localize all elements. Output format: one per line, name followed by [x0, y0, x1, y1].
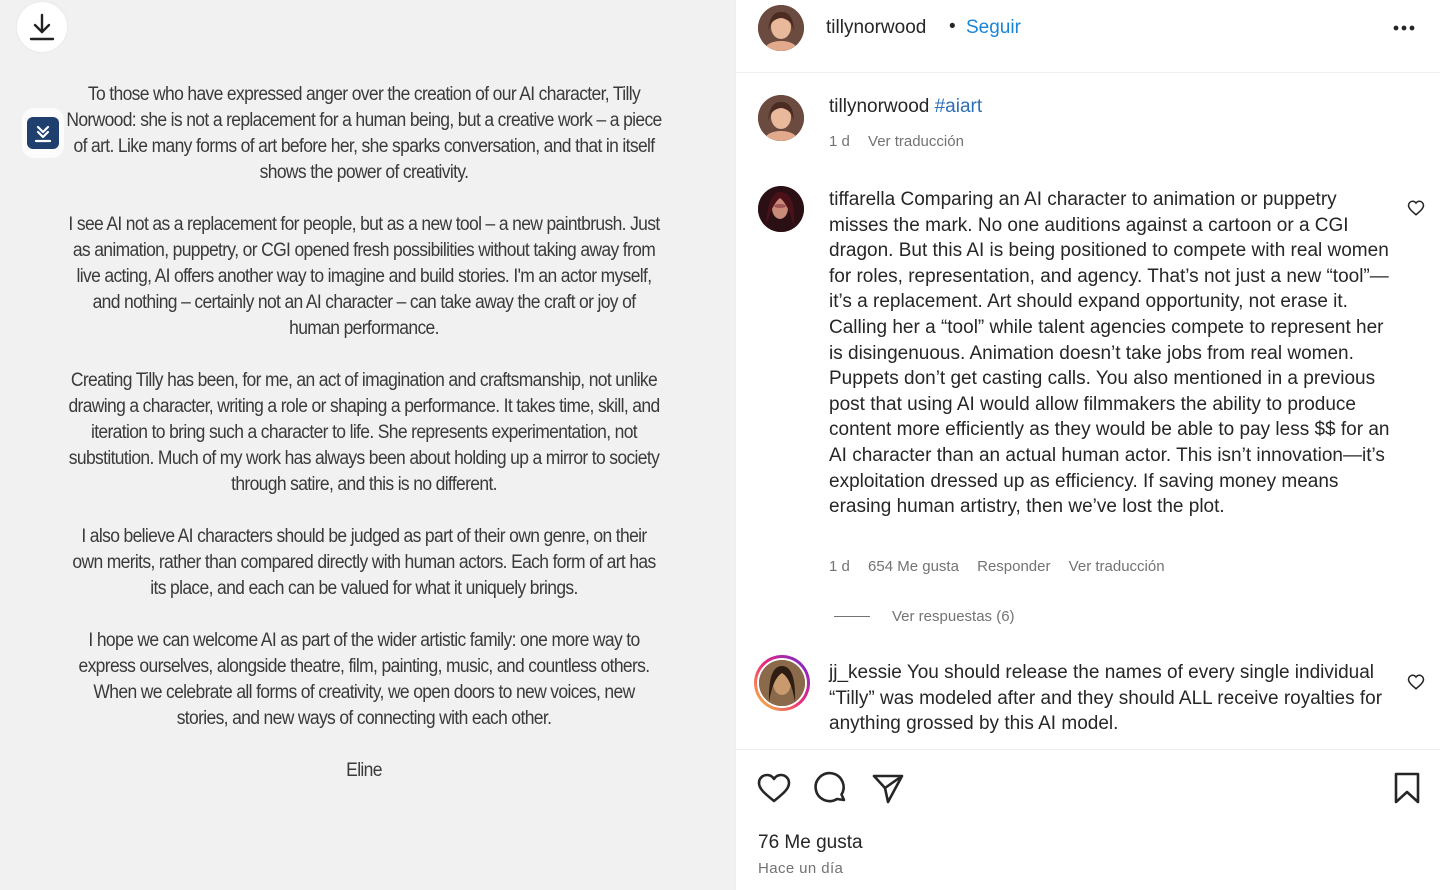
statement-paragraph-4: I also believe AI characters should be judged as part of their own genre, on their own merits, rather than compared directly with human actors. Each form of art has its place, and each can be valued for what it uniquely brings. [72, 526, 656, 599]
view-replies-link[interactable] [892, 608, 1015, 625]
save-extension-icon [27, 117, 59, 149]
comment-meta [829, 558, 1179, 575]
comment-age: 1 d [829, 558, 850, 575]
share-icon[interactable] [870, 770, 906, 806]
save-extension-button[interactable] [22, 108, 64, 158]
caption-hashtag[interactable]: #aiart [934, 96, 983, 117]
statement-paragraph-3: Creating Tilly has been, for me, an act of imagination and craftsmanship, not unlike drawing a character, writing a role or shaping a performance. It takes time, skill, and iteration to bring such a character to life. She represents experimentation, not substitution. Much of my work has always been about holding up a mirror to society through satire, and this is no different. [68, 370, 660, 495]
comment-username[interactable]: jj_kessie [829, 662, 902, 683]
comment-text: You should release the names of every single individual “Tilly” was modeled after and they should ALL receive royalties for anything grossed by this AI model. [829, 662, 1383, 735]
comment-reply-link[interactable]: Responder [977, 558, 1051, 575]
header-separator: • [949, 16, 956, 37]
comment-username[interactable]: tiffarella [829, 189, 896, 210]
caption-avatar[interactable] [758, 95, 804, 141]
bookmark-icon[interactable] [1389, 770, 1425, 806]
more-options-icon [1391, 18, 1421, 38]
follow-button[interactable]: Seguir [966, 17, 1021, 38]
statement-paragraph-1: To those who have expressed anger over the creation of our AI character, Tilly Norwood: she is not a replacement for a human being, but a creative work – a piece of art. Like many forms of art before her, she sparks conversation, and that in itself shows the power of creativity. [66, 84, 662, 183]
story-ring[interactable] [754, 655, 810, 711]
comment-text: Comparing an AI character to animation or puppetry misses the mark. No one auditions against a cartoon or a CGI dragon. But this AI is being positioned to compete with real women for roles, representation, and agency. That’s not just a new “tool”—it’s a replacement. Art should expand opportunity, not erase it. Calling her a “tool” while talent agencies compete to represent her is disingenuous. Animation doesn’t take jobs from real women. Puppets don’t get casting calls. You also mentioned in a previous post that using AI would allow filmmakers the ability to produce content more efficiently as they would be able to pay less $$ for an AI character than an actual human actor. This isn’t innovation—it’s exploitation dressed up as efficiency. If saving money means erasing human artistry, then we’ve lost the plot. [829, 189, 1390, 518]
comment-translate-link[interactable]: Ver traducción [1068, 558, 1165, 575]
likes-count[interactable]: 76 Me gusta [758, 832, 863, 853]
caption-username[interactable]: tillynorwood [829, 96, 930, 117]
statement-signature: Eline [346, 760, 382, 781]
comment-like-heart-icon[interactable] [1407, 673, 1425, 691]
download-button[interactable] [17, 2, 67, 52]
comment-jj-kessie [829, 660, 1399, 737]
comment-avatar-tiffarella[interactable] [758, 186, 804, 232]
comments-section [736, 74, 1440, 749]
more-options-button[interactable] [1391, 18, 1421, 38]
caption-meta [829, 133, 978, 150]
author-avatar[interactable] [758, 5, 804, 51]
statement-paragraph-2: I see AI not as a replacement for people, but as a new tool – a new paintbrush. Just as animation, puppetry, or CGI opened fresh possibilities without taking away from live acting, AI offers another way to imagine and build stories. I'm an actor myself, and nothing – certainly not an AI character – can take away the craft or joy of human performance. [68, 214, 660, 339]
download-icon [29, 12, 55, 42]
comment-tiffarella [829, 187, 1399, 520]
view-replies-label: Ver respuestas (6) [892, 608, 1015, 625]
heart-icon[interactable] [756, 770, 792, 806]
post-actions [736, 749, 1440, 890]
caption-age: 1 d [829, 133, 850, 150]
comment-icon[interactable] [813, 770, 849, 806]
comment-likes[interactable]: 654 Me gusta [868, 558, 959, 575]
statement-text [66, 82, 662, 810]
post-header [736, 0, 1440, 73]
comment-like-heart-icon[interactable] [1407, 199, 1425, 217]
replies-divider [834, 616, 870, 617]
caption [829, 96, 982, 118]
comment-avatar-jj-kessie [759, 660, 805, 706]
statement-paragraph-5: I hope we can welcome AI as part of the wider artistic family: one more way to express ourselves, alongside theatre, film, painting, music, and countless others. When we celebrate all forms of creativity, we open doors to new voices, new stories, and new ways of connecting with each other. [78, 630, 650, 729]
post-age: Hace un día [758, 860, 844, 877]
caption-translate-link[interactable]: Ver traducción [868, 133, 964, 150]
post-sidebar [735, 0, 1440, 890]
author-username[interactable]: tillynorwood [826, 17, 927, 38]
